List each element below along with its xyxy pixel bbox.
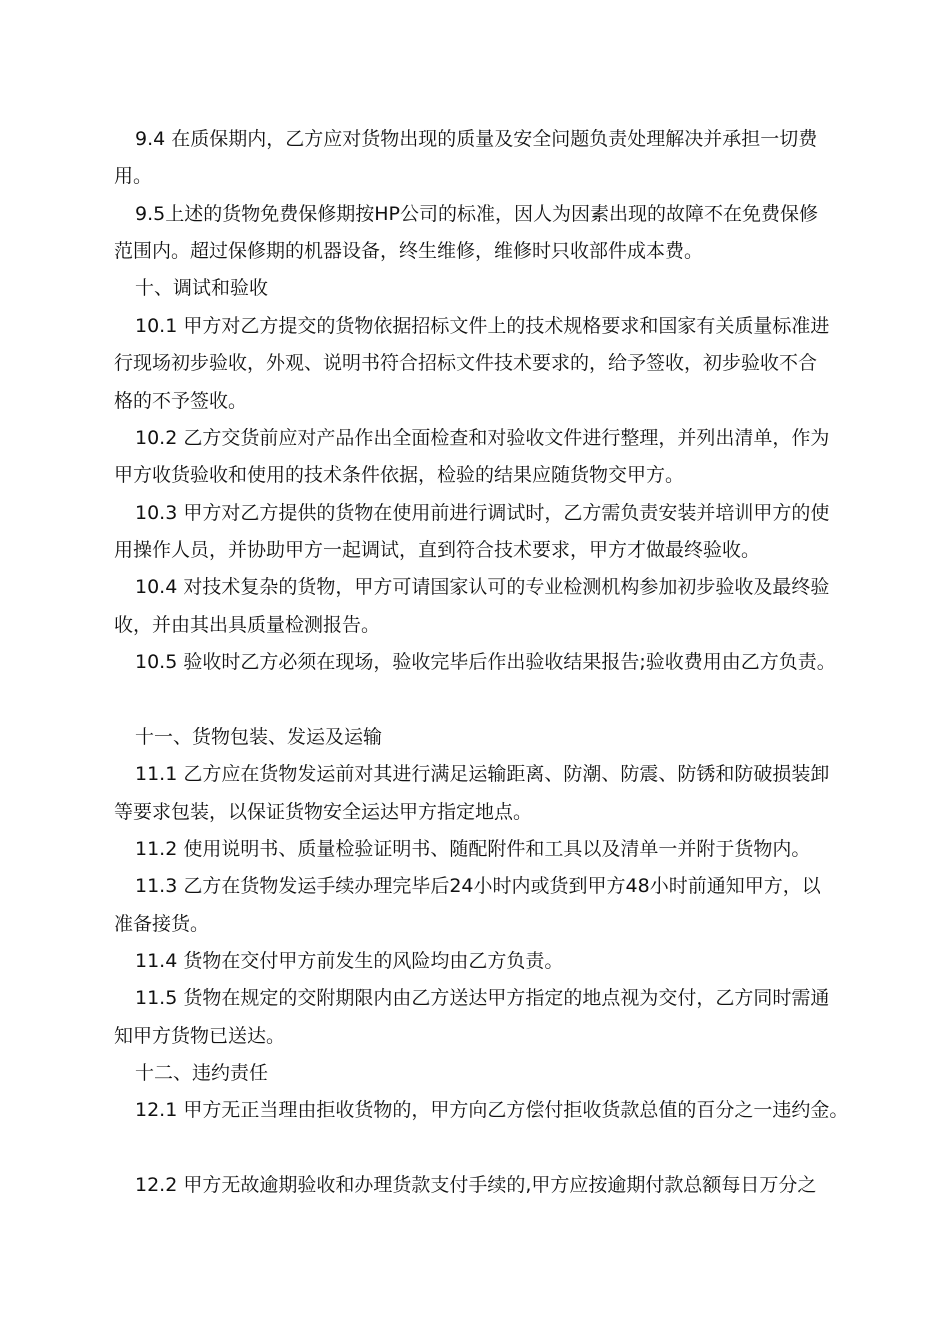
- clause-10-5: 10.5 验收时乙方必须在现场，验收完毕后作出验收结果报告;验收费用由乙方负责。: [135, 651, 836, 673]
- clause-11-2: 11.2 使用说明书、质量检验证明书、随配附件和工具以及清单一并附于货物内。: [135, 838, 811, 860]
- clause-11-3-line-1: 11.3 乙方在货物发运手续办理完毕后24小时内或货到甲方48小时前通知甲方，以: [135, 875, 821, 897]
- clause-10-1-line-2: 行现场初步验收，外观、说明书符合招标文件技术要求的，给予签收，初步验收不合: [114, 352, 818, 374]
- clause-10-1-line-1: 10.1 甲方对乙方提交的货物依据招标文件上的技术规格要求和国家有关质量标准进: [135, 315, 830, 337]
- clause-9-5-line-1: 9.5上述的货物免费保修期按HP公司的标准，因人为因素出现的故障不在免费保修: [135, 203, 818, 225]
- section-heading-12: 十二、违约责任: [135, 1062, 269, 1084]
- clause-10-4-line-2: 收，并由其出具质量检测报告。: [114, 614, 381, 636]
- clause-9-5-line-2: 范围内。超过保修期的机器设备，终生维修，维修时只收部件成本费。: [114, 240, 704, 262]
- clause-11-4: 11.4 货物在交付甲方前发生的风险均由乙方负责。: [135, 950, 564, 972]
- section-heading-11: 十一、货物包装、发运及运输: [135, 726, 383, 748]
- clause-10-2-line-1: 10.2 乙方交货前应对产品作出全面检查和对验收文件进行整理，并列出清单，作为: [135, 427, 830, 449]
- clause-11-5-line-2: 知甲方货物已送达。: [114, 1025, 286, 1047]
- clause-10-4-line-1: 10.4 对技术复杂的货物，甲方可请国家认可的专业检测机构参加初步验收及最终验: [135, 576, 830, 598]
- clause-11-5-line-1: 11.5 货物在规定的交附期限内由乙方送达甲方指定的地点视为交付，乙方同时需通: [135, 987, 830, 1009]
- clause-12-2-line-1: 12.2 甲方无故逾期验收和办理货款支付手续的,甲方应按逾期付款总额每日万分之: [135, 1174, 817, 1196]
- clause-11-3-line-2: 准备接货。: [114, 913, 210, 935]
- clause-9-4-line-2: 用。: [114, 165, 153, 187]
- clause-9-4-line-1: 9.4 在质保期内，乙方应对货物出现的质量及安全问题负责处理解决并承担一切费: [135, 128, 818, 150]
- clause-10-3-line-2: 用操作人员，并协助甲方一起调试，直到符合技术要求，甲方才做最终验收。: [114, 539, 761, 561]
- clause-12-1: 12.1 甲方无正当理由拒收货物的，甲方向乙方偿付拒收货款总值的百分之一违约金。: [135, 1099, 849, 1121]
- clause-10-3-line-1: 10.3 甲方对乙方提供的货物在使用前进行调试时，乙方需负责安装并培训甲方的使: [135, 502, 830, 524]
- clause-11-1-line-2: 等要求包装，以保证货物安全运达甲方指定地点。: [114, 801, 533, 823]
- clause-11-1-line-1: 11.1 乙方应在货物发运前对其进行满足运输距离、防潮、防震、防锈和防破损装卸: [135, 763, 830, 785]
- section-heading-10: 十、调试和验收: [135, 277, 269, 299]
- clause-10-2-line-2: 甲方收货验收和使用的技术条件依据，检验的结果应随货物交甲方。: [114, 464, 685, 486]
- clause-10-1-line-3: 格的不予签收。: [114, 390, 248, 412]
